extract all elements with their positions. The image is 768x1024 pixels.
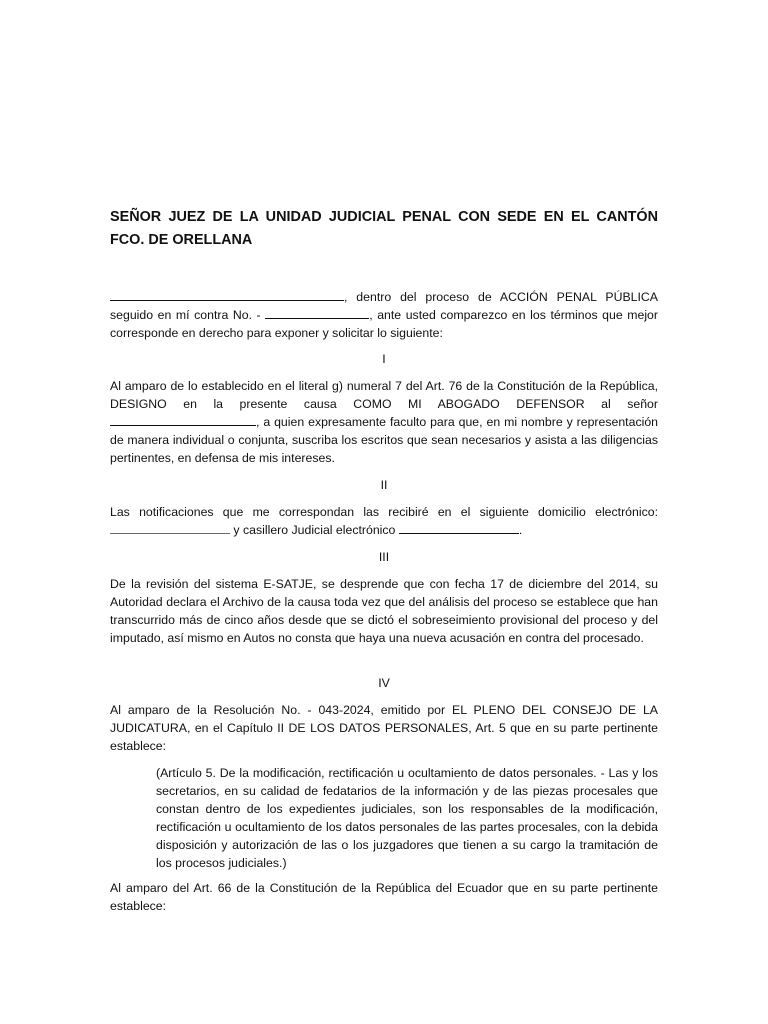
email-blank-field[interactable]: [110, 521, 230, 534]
quoted-article-5: (Artículo 5. De la modificación, rectificación u ocultamiento de datos personales. - Las y los secretarios, en su calidad de fedatarios de la información y de las piezas procesales que constan dentro de los expedientes judiciales, son los responsables de la modificación, rectificación u ocultamiento de los datos personales de las partes procesales, con la debida disposición y autorización de las o los juzgadores que tienen a su cargo la tramitación de los procesos judiciales.): [156, 766, 658, 870]
intro-text-1: , dentro del proceso de ACCIÓN PENAL PÚBLICA seguido en mí contra No. -: [110, 290, 658, 322]
section-2-text-3: .: [518, 523, 523, 537]
intro-paragraph: [110, 288, 658, 342]
section-number-4: IV: [378, 676, 390, 690]
section-2-text-1: Las notificaciones que me correspondan las recibiré en el siguiente domicilio electrónico:: [110, 505, 658, 519]
judicial-box-blank-field[interactable]: [399, 521, 519, 534]
section-number-2: II: [380, 478, 388, 492]
intro-text-2: , ante usted comparezco en los términos que mejor corresponde en derecho para exponer y solicitar lo siguiente:: [110, 308, 658, 340]
section-number-1: I: [382, 352, 386, 366]
section-number-3: III: [378, 550, 390, 564]
lawyer-name-blank-field[interactable]: [110, 413, 256, 426]
case-number-blank-field[interactable]: [265, 306, 369, 319]
section-4-paragraph: Al amparo de la Resolución No. - 043-2024, emitido por EL PLENO DEL CONSEJO DE LA JUDICATURA, en el Capítulo II DE LOS DATOS PERSONALES, Art. 5 que en su parte pertinente establece:: [110, 703, 658, 753]
section-1-text-1: Al amparo de lo establecido en el literal g) numeral 7 del Art. 76 de la Constitución de la República, DESIGNO en la presente causa COMO MI ABOGADO DEFENSOR al señor: [110, 379, 658, 411]
name-blank-field[interactable]: [110, 288, 344, 301]
section-3-paragraph: De la revisión del sistema E-SATJE, se desprende que con fecha 17 de diciembre del 2014, su Autoridad declara el Archivo de la causa toda vez que del análisis del proceso se establece que han transcurrido más de cinco años desde que se dictó el sobreseimiento provisional del proceso y del imputado, así mismo en Autos no consta que haya una nueva acusación en contra del procesado.: [110, 577, 658, 645]
document-title: SEÑOR JUEZ DE LA UNIDAD JUDICIAL PENAL CON SEDE EN EL CANTÓN FCO. DE ORELLANA: [110, 209, 658, 248]
section-2-text-2: y casillero Judicial electrónico: [230, 523, 399, 537]
section-1-paragraph: [110, 377, 658, 467]
closing-paragraph: Al amparo del Art. 66 de la Constitución de la República del Ecuador que en su parte pertinente establece:: [110, 881, 658, 913]
section-2-paragraph: [110, 503, 658, 539]
document-page: [110, 0, 658, 1024]
section-1-text-2: , a quien expresamente faculto para que, en mi nombre y representación de manera individual o conjunta, suscriba los escritos que sean necesarios y asista a las diligencias pertinentes, en defensa de mis intereses.: [110, 415, 658, 465]
